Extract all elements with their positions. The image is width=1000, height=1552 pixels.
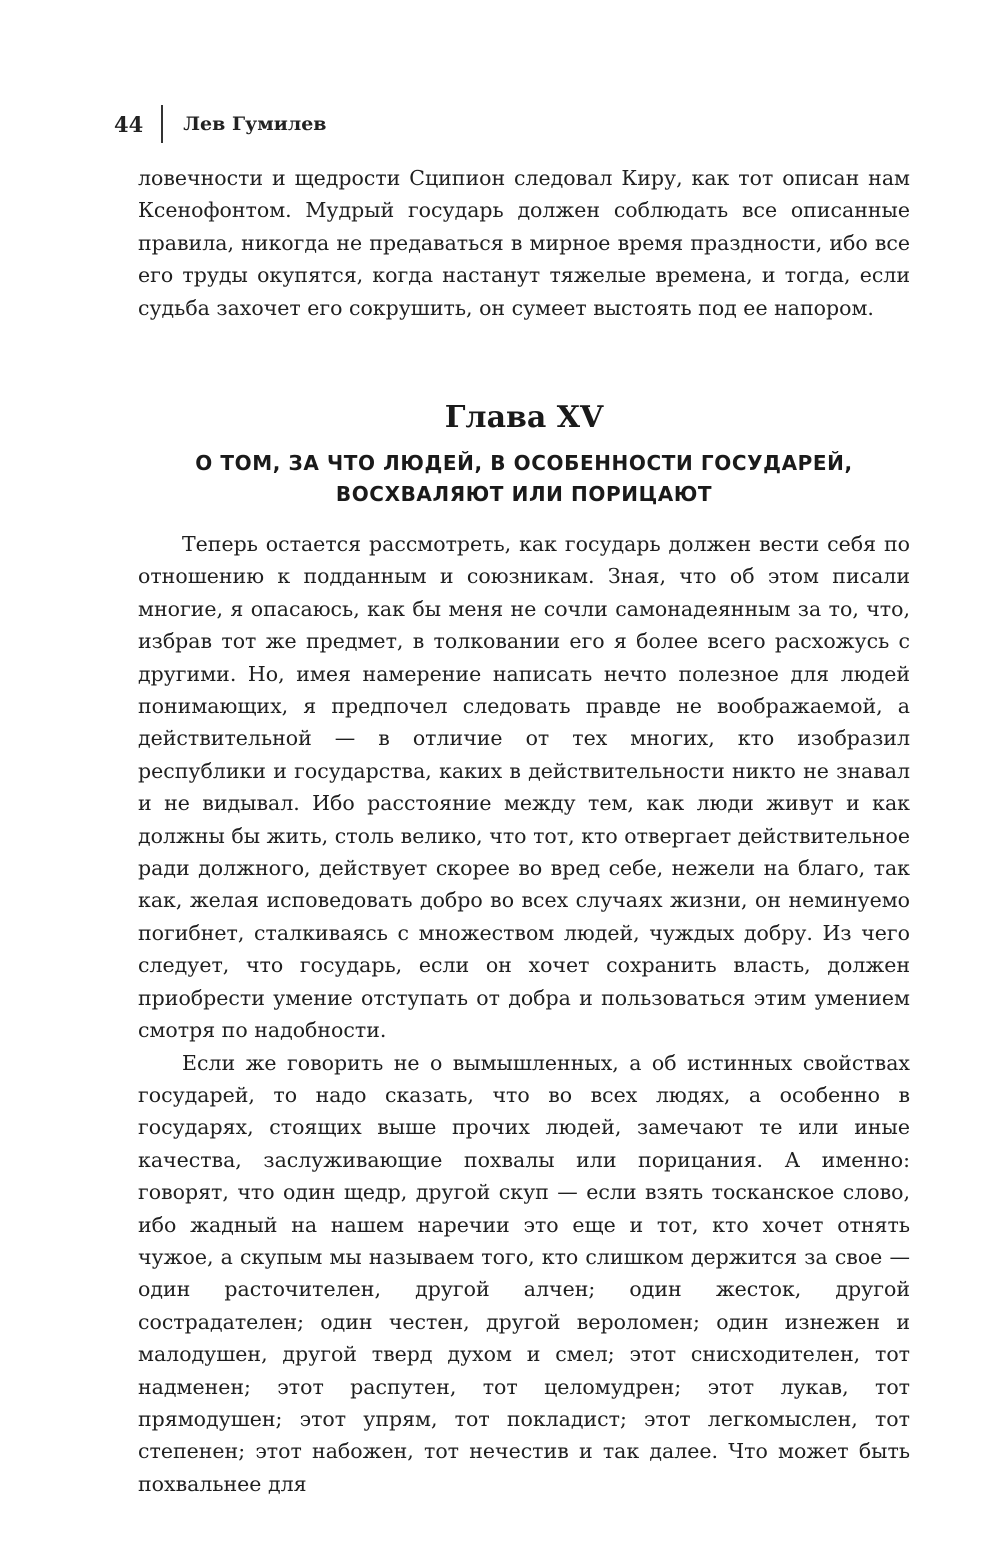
running-head-author: Лев Гумилев <box>183 113 327 135</box>
intro-paragraph: ловечности и щедрости Сципион следовал Киру, как тот описан нам Ксенофонтом. Мудрый государь должен соблюдать все описанные правила, никогда не предаваться в мирное время праздности, ибо все его труды окупятся, когда настанут тяжелые времена, и тогда, если судьба захочет его сокрушить, он сумеет выстоять под ее напором. <box>138 166 910 320</box>
header-divider <box>161 105 163 143</box>
chapter-title: Глава XV <box>444 400 604 435</box>
body-paragraph-1: Теперь остается рассмотреть, как государь должен вести себя по отношению к подданным и союзникам. Зная, что об этом писали многие, я опасаюсь, как бы меня не сочли самонадеянным за то, что, избрав тот же предмет, в толковании его я более всего расхожусь с другими. Но, имея намерение написать нечто полезное для людей понимающих, я предпочел следовать правде не воображаемой, а действительной — в отличие от тех многих, кто изобразил республики и государства, каких в действительности никто не знавал и не видывал. Ибо расстояние между тем, как люди живут и как должны бы жить, столь велико, что тот, кто отвергает действительное ради должного, действует скорее во вред себе, нежели на благо, так как, желая исповедовать добро во всех случаях жизни, он неминуемо погибнет, сталкиваясь с множеством людей, чуждых добру. Из чего следует, что государь, если он хочет сохранить власть, должен приобрести умение отступать от добра и пользоваться этим умением смотря по надобности. <box>138 532 910 1043</box>
chapter-subtitle <box>138 448 910 510</box>
chapter-subtitle-line-2: ВОСХВАЛЯЮТ ИЛИ ПОРИЦАЮТ <box>335 482 713 506</box>
intro-text-block <box>138 162 910 324</box>
body-paragraph-2: Если же говорить не о вымышленных, а об истинных свойствах государей, то надо сказать, что во всех людях, а особенно в государях, стоящих выше прочих людей, замечают те или иные качества, заслуживающие похвалы или порицания. А именно: говорят, что один щедр, другой скуп — если взять тосканское слово, ибо жадный на нашем наречии это еще и тот, кто хочет отнять чужое, а скупым мы называем того, кто слишком держится за свое — один расточителен, другой алчен; один жесток, другой сострадателен; один честен, другой вероломен; один изнежен и малодушен, другой тверд духом и смел; этот снисходителен, тот надменен; этот распутен, тот целомудрен; этот лукав, тот прямодушен; этот упрям, тот покладист; этот легкомыслен, тот степенен; этот набожен, тот нечестив и так далее. Что может быть похвальнее для <box>138 1050 910 1496</box>
chapter-body <box>138 528 910 1500</box>
chapter-subtitle-line-1: О ТОМ, ЗА ЧТО ЛЮДЕЙ, В ОСОБЕННОСТИ ГОСУДАРЕЙ, <box>195 451 853 475</box>
running-head <box>114 104 327 144</box>
page-number: 44 <box>114 111 144 137</box>
